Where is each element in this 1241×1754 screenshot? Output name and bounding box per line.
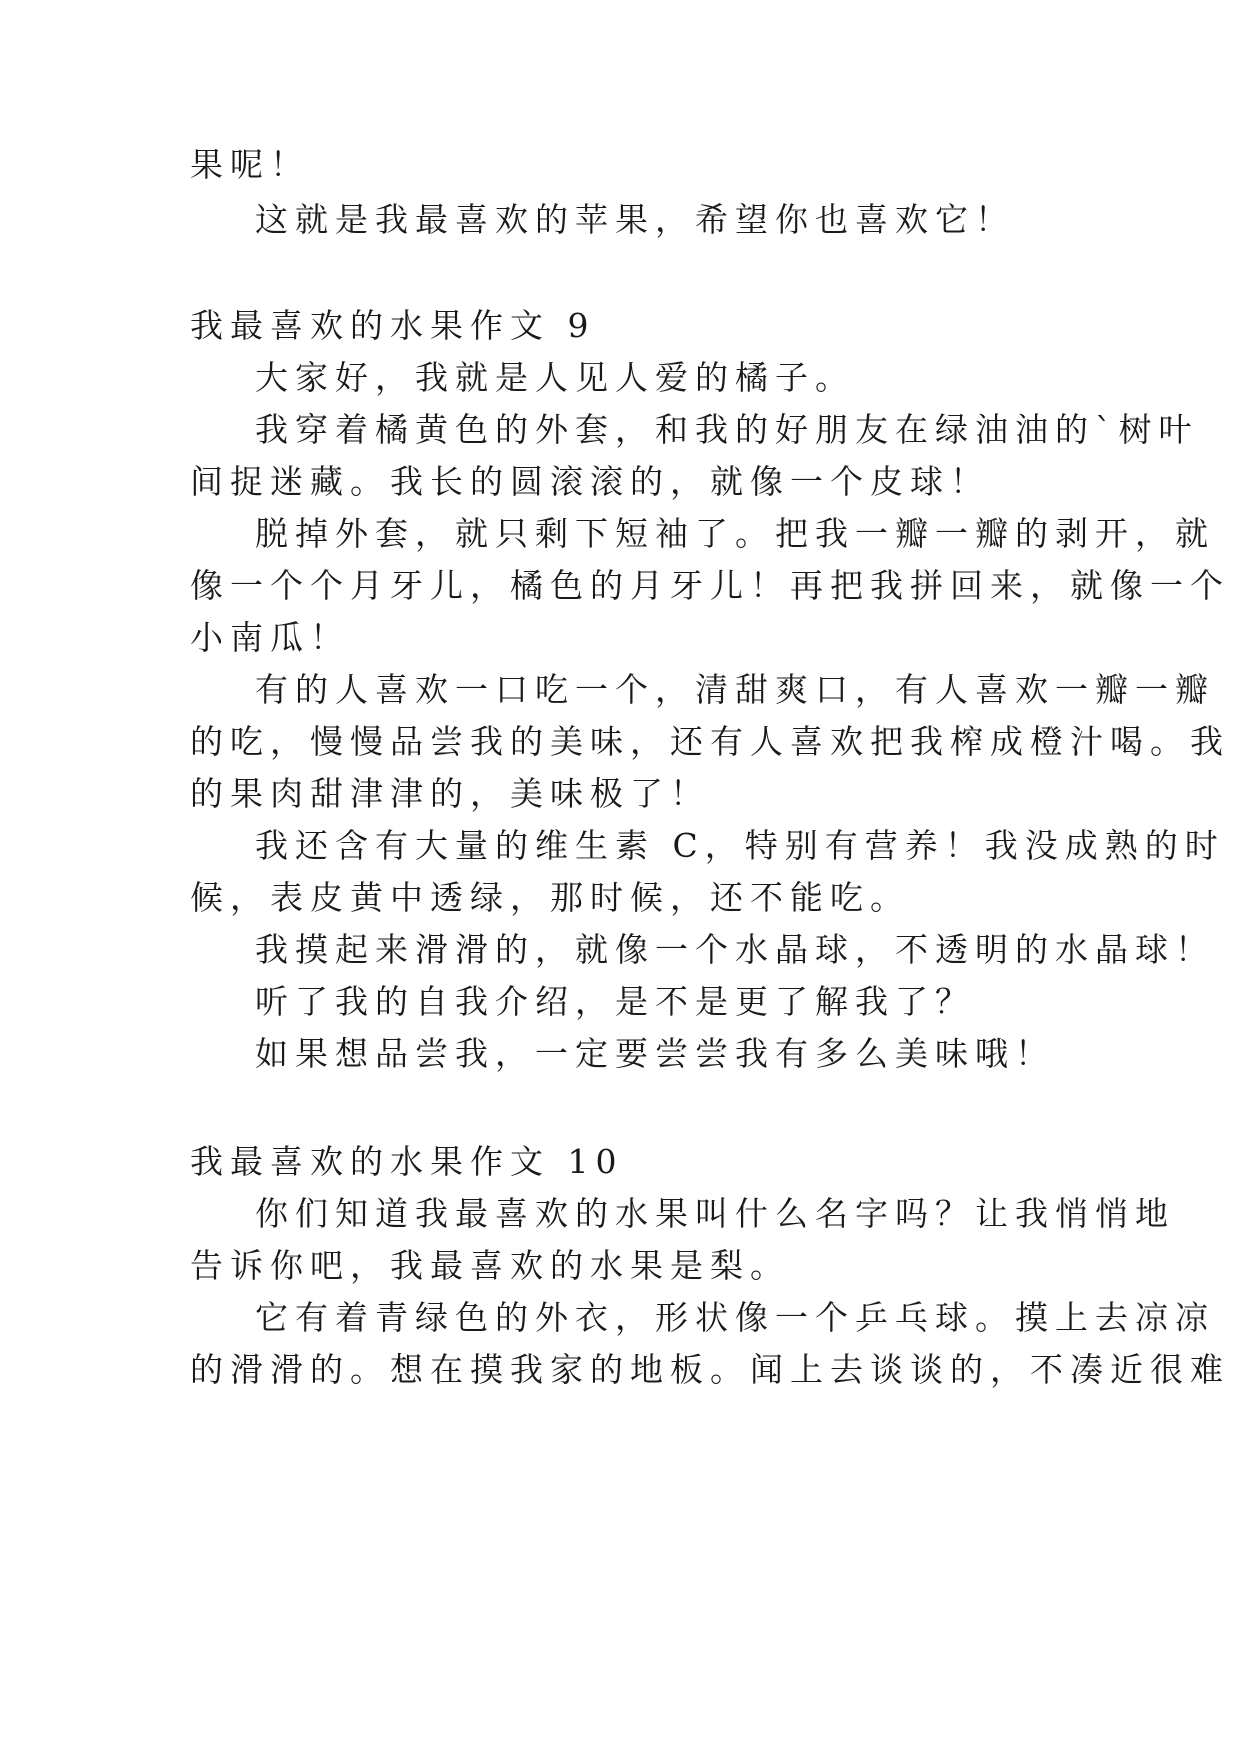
paragraph-line: 我还含有大量的维生素 C，特别有营养！我没成熟的时 — [255, 826, 1225, 865]
section-heading: 我最喜欢的水果作文 9 — [190, 306, 596, 345]
text-line: 的果肉甜津津的，美味极了！ — [190, 774, 710, 813]
paragraph-line: 我摸起来滑滑的，就像一个水晶球，不透明的水晶球！ — [255, 930, 1215, 969]
paragraph-line: 这就是我最喜欢的苹果，希望你也喜欢它！ — [255, 200, 1015, 239]
paragraph-line: 如果想品尝我，一定要尝尝我有多么美味哦！ — [255, 1034, 1055, 1073]
text-line: 像一个个月牙儿，橘色的月牙儿！再把我拼回来，就像一个 — [190, 566, 1230, 605]
text-line: 果呢！ — [190, 145, 310, 184]
paragraph-line: 脱掉外套，就只剩下短袖了。把我一瓣一瓣的剥开，就 — [255, 514, 1215, 553]
paragraph-line: 大家好，我就是人见人爱的橘子。 — [255, 358, 855, 397]
paragraph-line: 有的人喜欢一口吃一个，清甜爽口，有人喜欢一瓣一瓣 — [255, 670, 1215, 709]
paragraph-line: 我穿着橘黄色的外套，和我的好朋友在绿油油的`树叶 — [255, 410, 1199, 449]
text-line: 候，表皮黄中透绿，那时候，还不能吃。 — [190, 878, 910, 917]
paragraph-line: 听了我的自我介绍，是不是更了解我了？ — [255, 982, 975, 1021]
paragraph-line: 你们知道我最喜欢的水果叫什么名字吗？让我悄悄地 — [255, 1194, 1175, 1233]
text-line: 的吃，慢慢品尝我的美味，还有人喜欢把我榨成橙汁喝。我 — [190, 722, 1230, 761]
text-line: 的滑滑的。想在摸我家的地板。闻上去谈谈的，不凑近很难 — [190, 1350, 1230, 1389]
paragraph-line: 它有着青绿色的外衣，形状像一个乒乓球。摸上去凉凉 — [255, 1298, 1215, 1337]
text-line: 小南瓜！ — [190, 618, 350, 657]
text-line: 间捉迷藏。我长的圆滚滚的，就像一个皮球！ — [190, 462, 990, 501]
section-heading: 我最喜欢的水果作文 10 — [190, 1142, 624, 1181]
text-line: 告诉你吧，我最喜欢的水果是梨。 — [190, 1246, 790, 1285]
